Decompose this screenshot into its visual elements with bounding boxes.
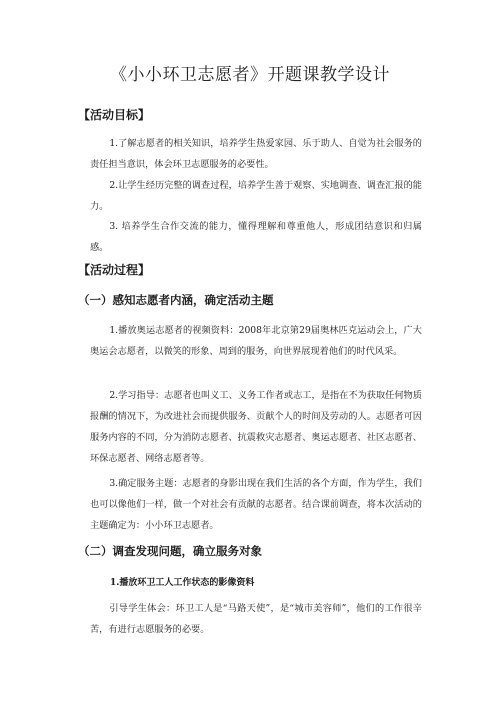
goals-heading: 【活动目标】	[78, 108, 151, 122]
goal-item-3: 3. 培养学生合作交流的能力，懂得理解和尊重他人，形成团结意识和归属感。	[90, 221, 422, 253]
goal-item-2: 2.让学生经历完整的调查过程，培养学生善于观察、实地调查、调查汇报的能力。	[90, 180, 422, 212]
document-title: 《小小环卫志愿者》开题课教学设计	[110, 65, 390, 85]
part2-item-1: 引导学生体会：环卫工人是“马路天使”，是“城市美容师”，他们的工作很辛苦，有进行志愿服务的必要。	[90, 603, 422, 635]
part1-item-3: 3.确定服务主题：志愿者的身影出现在我们生活的各个方面，作为学生，我们也可以像他们一样，做一个对社会有贡献的志愿者。结合课前调查，将本次活动的主题确定为：小小环卫志愿者。	[90, 478, 422, 531]
part1-title: （一）感知志愿者内涵，确定活动主题	[78, 293, 274, 307]
part1-item-2: 2.学习指导：志愿者也叫义工、义务工作者或志工，是指在不为获取任何物质报酬的情况下，为改进社会而提供服务、贡献个人的时间及劳动的人。志愿者可因服务内容的不同，分为消防志愿者、抗震救灾志愿者、奥运志愿者、社区志愿者、环保志愿者、网络志愿者等。	[90, 390, 422, 464]
part2-subheading: 1.播放环卫工人工作状态的影像资料	[110, 578, 255, 588]
goal-item-1: 1.了解志愿者的相关知识，培养学生热爱家园、乐于助人、自觉为社会服务的责任担当意识，体会环卫志愿服务的必要性。	[90, 138, 422, 170]
process-heading: 【活动过程】	[78, 263, 151, 277]
part2-title: （二）调查发现问题，确立服务对象	[78, 544, 262, 558]
part1-item-1: 1.播放奥运志愿者的视频资料：2008年北京第29届奥林匹克运动会上，广大奥运会志愿者，以微笑的形象、周到的服务，向世界展现着他们的时代风采。	[90, 325, 422, 357]
